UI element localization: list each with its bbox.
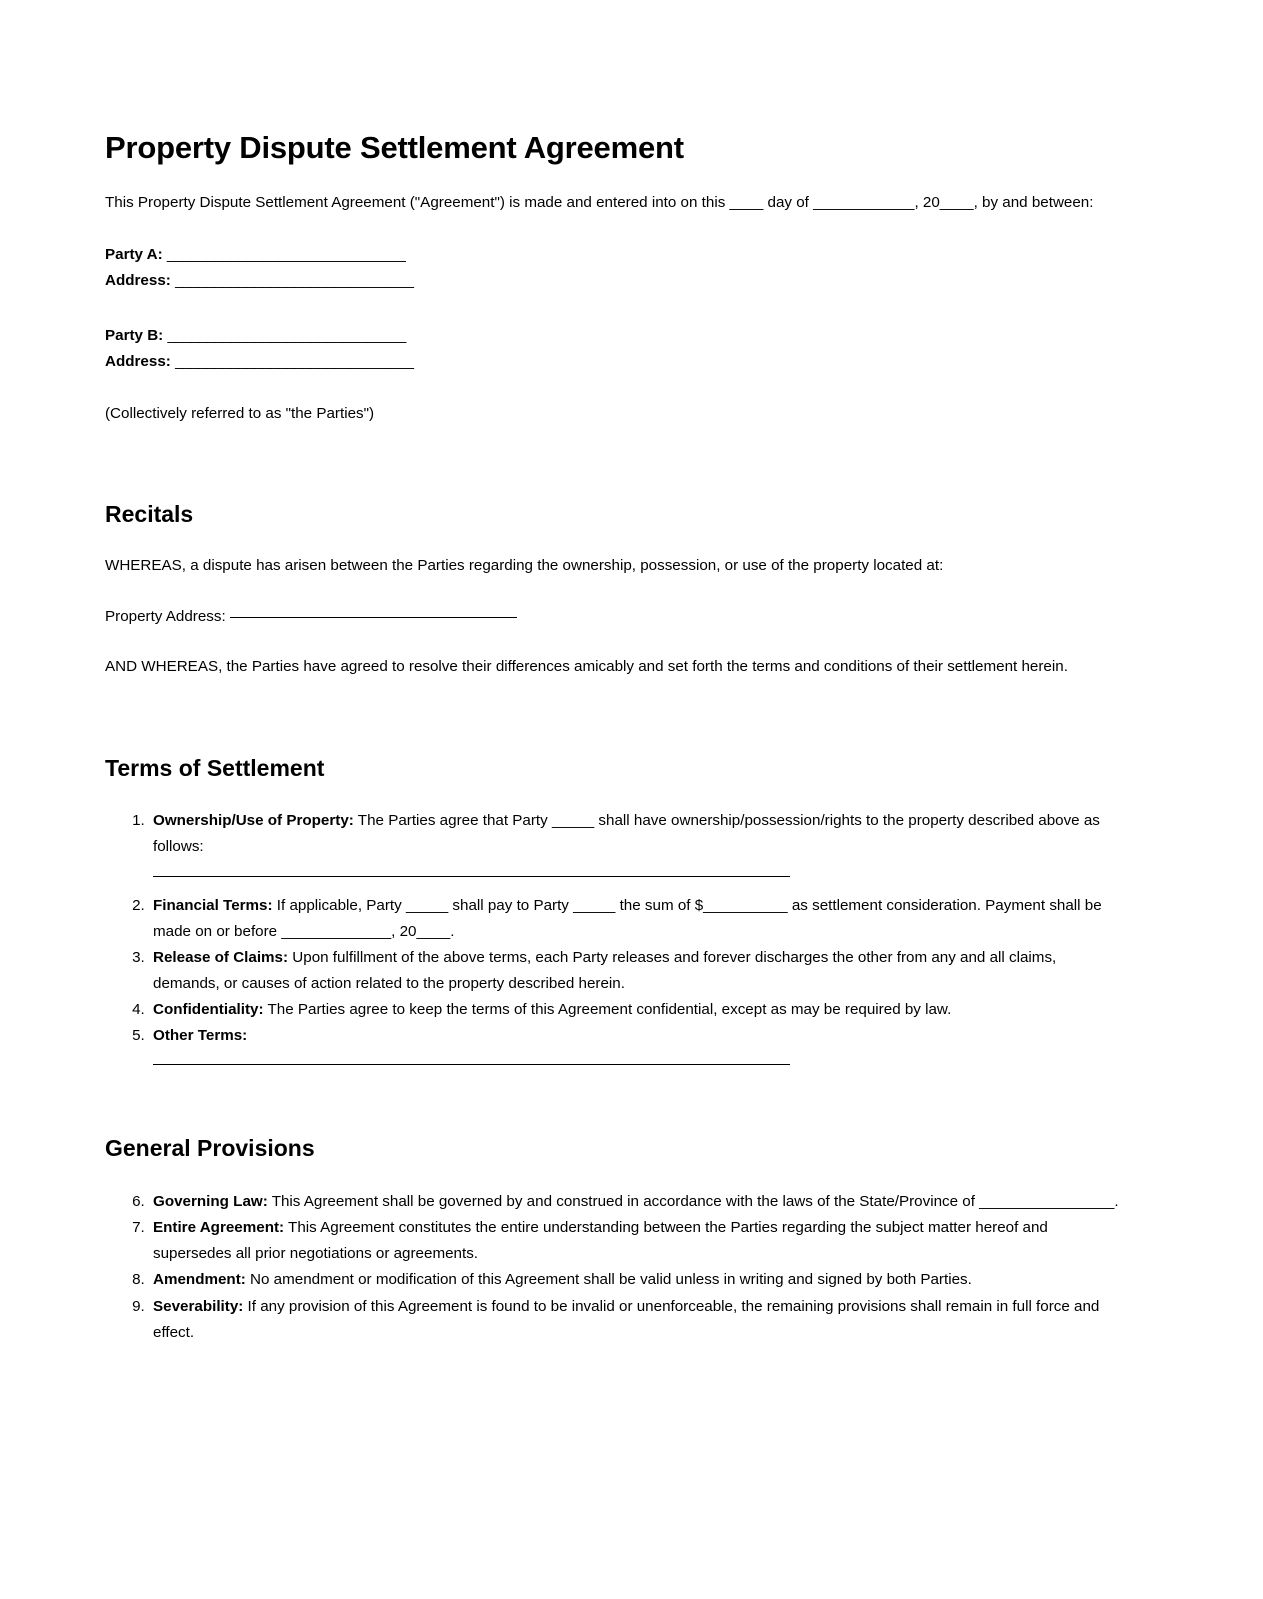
recitals-paragraph-1: WHEREAS, a dispute has arisen between the Parties regarding the ownership, possession, or use of the property located at: bbox=[105, 556, 944, 574]
term-label: Confidentiality: bbox=[153, 1001, 264, 1019]
party-a-address-blank[interactable]: ______________________________ bbox=[175, 272, 414, 290]
term-text: This Agreement shall be governed by and construed in accordance with the laws of the State/Province of ________________. bbox=[267, 1193, 1119, 1210]
property-address-line bbox=[105, 606, 1127, 628]
term-label: Governing Law: bbox=[153, 1193, 268, 1210]
list-item bbox=[149, 1189, 1127, 1215]
list-item bbox=[149, 997, 1127, 1023]
term-text: If any provision of this Agreement is found to be invalid or unenforceable, the remaining provisions shall remain in full force and effect. bbox=[153, 1297, 1100, 1341]
party-b-blank[interactable]: ______________________________ bbox=[167, 326, 406, 344]
terms-of-settlement-list bbox=[105, 808, 1127, 1065]
spacer bbox=[105, 439, 1127, 501]
list-item bbox=[149, 1215, 1127, 1267]
term-label: Entire Agreement: bbox=[153, 1219, 285, 1237]
list-item bbox=[149, 1294, 1127, 1346]
party-b-label: Party B: bbox=[105, 326, 164, 344]
spacer bbox=[105, 228, 1127, 242]
party-a-address-label: Address: bbox=[105, 272, 171, 290]
recitals-paragraph-2: AND WHEREAS, the Parties have agreed to resolve their differences amicably and set forth the terms and conditions of their settlement herein. bbox=[105, 658, 1068, 676]
party-b-address-blank[interactable]: ______________________________ bbox=[175, 352, 414, 370]
page-title: Property Dispute Settlement Agreement bbox=[105, 130, 684, 165]
term-text: The Parties agree that Party _____ shall have ownership/possession/rights to the property described above as follows: bbox=[153, 812, 1100, 856]
spacer bbox=[105, 1081, 1127, 1135]
property-address-label: Property Address: bbox=[105, 607, 226, 625]
term-label: Other Terms: bbox=[153, 1027, 248, 1045]
party-b-address-line bbox=[105, 349, 1127, 375]
term-text: If applicable, Party _____ shall pay to Party _____ the sum of $__________ as settlement consideration. Payment shall be made on or before _____________, 20____. bbox=[153, 896, 1102, 940]
section-heading-general-provisions: General Provisions bbox=[105, 1135, 315, 1162]
party-a-label: Party A: bbox=[105, 246, 163, 264]
party-a-address-line bbox=[105, 268, 1127, 294]
term-label: Release of Claims: bbox=[153, 948, 289, 966]
section-heading-terms-of-settlement: Terms of Settlement bbox=[105, 754, 325, 781]
party-a-line bbox=[105, 242, 1127, 268]
fill-in-rule[interactable] bbox=[153, 876, 790, 877]
party-b-address-label: Address: bbox=[105, 352, 171, 370]
term-text: No amendment or modification of this Agreement shall be valid unless in writing and signed by both Parties. bbox=[245, 1271, 972, 1289]
term-label: Financial Terms: bbox=[153, 896, 273, 914]
term-label: Ownership/Use of Property: bbox=[153, 812, 354, 830]
intro-paragraph: This Property Dispute Settlement Agreement ("Agreement") is made and entered into on this ____ day of ____________, 20____, by and between: bbox=[105, 193, 1094, 211]
list-item bbox=[149, 808, 1127, 876]
document-body bbox=[105, 130, 1127, 1346]
list-item bbox=[149, 945, 1127, 997]
general-provisions-list bbox=[105, 1189, 1127, 1346]
party-a-blank[interactable]: ______________________________ bbox=[166, 246, 406, 264]
term-label: Amendment: bbox=[153, 1271, 246, 1289]
spacer bbox=[105, 389, 1127, 403]
section-heading-recitals: Recitals bbox=[105, 501, 194, 528]
term-text: The Parties agree to keep the terms of this Agreement confidential, except as may be required by law. bbox=[263, 1001, 952, 1019]
party-b-block bbox=[105, 323, 1127, 375]
term-label: Severability: bbox=[153, 1297, 244, 1315]
party-b-line bbox=[105, 323, 1127, 349]
list-item bbox=[149, 893, 1127, 945]
collective-note: (Collectively referred to as "the Parties") bbox=[105, 404, 375, 422]
fill-in-rule[interactable] bbox=[153, 1064, 790, 1065]
list-item bbox=[149, 1023, 1127, 1065]
spacer bbox=[105, 693, 1127, 755]
spacer bbox=[105, 592, 1127, 606]
term-text: This Agreement constitutes the entire understanding between the Parties regarding the subject matter hereof and supersedes all prior negotiations or agreements. bbox=[153, 1219, 1048, 1263]
spacer bbox=[105, 642, 1127, 656]
property-address-blank[interactable] bbox=[230, 617, 517, 618]
list-item bbox=[149, 1267, 1127, 1293]
term-text: Upon fulfillment of the above terms, each Party releases and forever discharges the other from any and all claims, demands, or causes of action related to the property described herein. bbox=[153, 948, 1057, 992]
spacer bbox=[105, 309, 1127, 323]
party-a-block bbox=[105, 242, 1127, 294]
